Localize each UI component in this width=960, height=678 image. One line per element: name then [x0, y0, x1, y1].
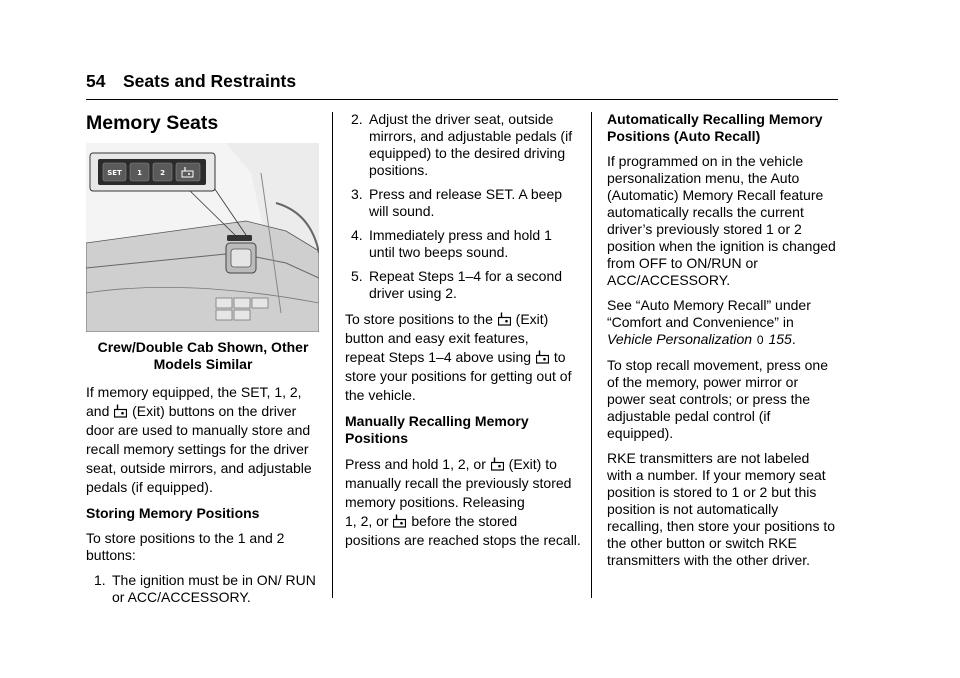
exit-icon [393, 514, 406, 528]
manual-text-c-post: before the stored [411, 513, 518, 529]
header-rule [86, 99, 838, 100]
list-item [345, 227, 581, 261]
intro-paragraph [86, 383, 320, 497]
column-1 [86, 108, 320, 614]
list-item [86, 572, 320, 606]
manual-text-a-pre: Press and hold 1, 2, or [345, 456, 486, 472]
manual-text-b: manually recall the previously stored memory positions. Releasing [345, 475, 572, 510]
door-panel-illustration [86, 143, 319, 332]
list-item [345, 111, 581, 179]
list-item [345, 186, 581, 220]
intro-text-b-post: (Exit) buttons on the driver [132, 403, 297, 419]
step-text: Adjust the driver seat, outside mirrors, and adjustable pedals (if equipped) to the desired driving positions. [369, 111, 573, 178]
memory-seat-figure [86, 143, 319, 332]
page-number: 54 [86, 71, 106, 91]
step-number: 2. [351, 111, 363, 127]
caption-line-1: Crew/Double Cab Shown, Other [97, 339, 309, 355]
caption-line-2: Models Similar [153, 356, 253, 372]
stop-recall-paragraph: To stop recall movement, press one of the memory, power mirror or power seat controls; or press the adjustable pedal control (if equipped). [607, 357, 828, 441]
step-text: Immediately press and hold 1 until two beeps sound. [369, 227, 552, 260]
exit-text-c-pre: repeat Steps 1–4 above using [345, 349, 532, 365]
auto-recall-heading: Automatically Recalling Memory Positions (Auto Recall) [607, 111, 823, 144]
list-item [345, 268, 581, 302]
exit-icon [536, 350, 549, 364]
steps-list-start [86, 572, 320, 606]
column-2 [345, 108, 581, 558]
exit-text-b: button and easy exit features, [345, 330, 529, 346]
step-text: Repeat Steps 1–4 for a second driver using 2. [369, 268, 563, 301]
section-title: Seats and Restraints [123, 71, 297, 91]
reference-title: Vehicle Personalization [607, 331, 753, 347]
button-2-label: 2 [160, 169, 165, 177]
storing-intro: To store positions to the 1 and 2 buttons: [86, 530, 285, 563]
column-3 [607, 108, 837, 577]
step-number: 3. [351, 186, 363, 202]
manual-text-c-pre: 1, 2, or [345, 513, 389, 529]
auto-recall-paragraph: If programmed on in the vehicle personalization menu, the Auto (Automatic) Memory Recall feature automatically recalls the current driver’s previously stored 1 or 2 position when the ignition is changed from OFF to ON/RUN or ACC/ACCESSORY. [607, 153, 836, 288]
step-number: 4. [351, 227, 363, 243]
exit-icon [498, 312, 511, 326]
page-header [86, 71, 838, 101]
exit-icon [114, 404, 127, 418]
exit-icon [491, 457, 504, 471]
steps-list-continued [345, 111, 581, 302]
manual-recall-paragraph [345, 455, 581, 550]
rke-paragraph: RKE transmitters are not labeled with a number. If your memory seat position is stored to 1 or 2 but this position is not automatically recalling, then store your positions to the other button or switch RKE transmitters with the other driver. [607, 450, 836, 568]
step-number: 1. [94, 572, 106, 588]
step-text: Press and release SET. A beep will sound. [369, 186, 563, 219]
see-reference-paragraph [607, 297, 837, 349]
exit-text-a-post: (Exit) [515, 311, 549, 327]
manual-text-d: positions are reached stops the recall. [345, 532, 581, 548]
manual-recall-heading: Manually Recalling Memory Positions [345, 413, 529, 446]
step-number: 5. [351, 268, 363, 284]
exit-paragraph [345, 310, 581, 405]
set-button-label: SET [107, 169, 122, 177]
step-text: The ignition must be in ON/ RUN or ACC/ACCESSORY. [112, 572, 316, 605]
exit-text-a-pre: To store positions to the [345, 311, 493, 327]
manual-text-a-post: (Exit) to [508, 456, 557, 472]
button-1-label: 1 [137, 169, 142, 177]
intro-text-a: If memory equipped, the SET, 1, 2, [86, 384, 302, 400]
intro-text-b-pre: and [86, 403, 110, 419]
column-divider [332, 112, 333, 598]
intro-text-c: door are used to manually store and recall memory settings for the driver seat, outside mirrors, and adjustable pedals (if equipped). [86, 422, 312, 495]
storing-heading: Storing Memory Positions [86, 505, 260, 521]
see-text: See “Auto Memory Recall” under “Comfort and Convenience” in [607, 297, 811, 330]
column-divider [591, 112, 592, 598]
see-end: . [791, 331, 796, 347]
figure-caption [86, 339, 320, 373]
reference-page[interactable]: 155 [768, 331, 792, 347]
exit-text-c-post: to [553, 349, 566, 365]
main-title: Memory Seats [86, 112, 219, 134]
exit-text-d: store your positions for getting out of the vehicle. [345, 368, 572, 403]
page-reference-icon: 0 [756, 333, 764, 347]
